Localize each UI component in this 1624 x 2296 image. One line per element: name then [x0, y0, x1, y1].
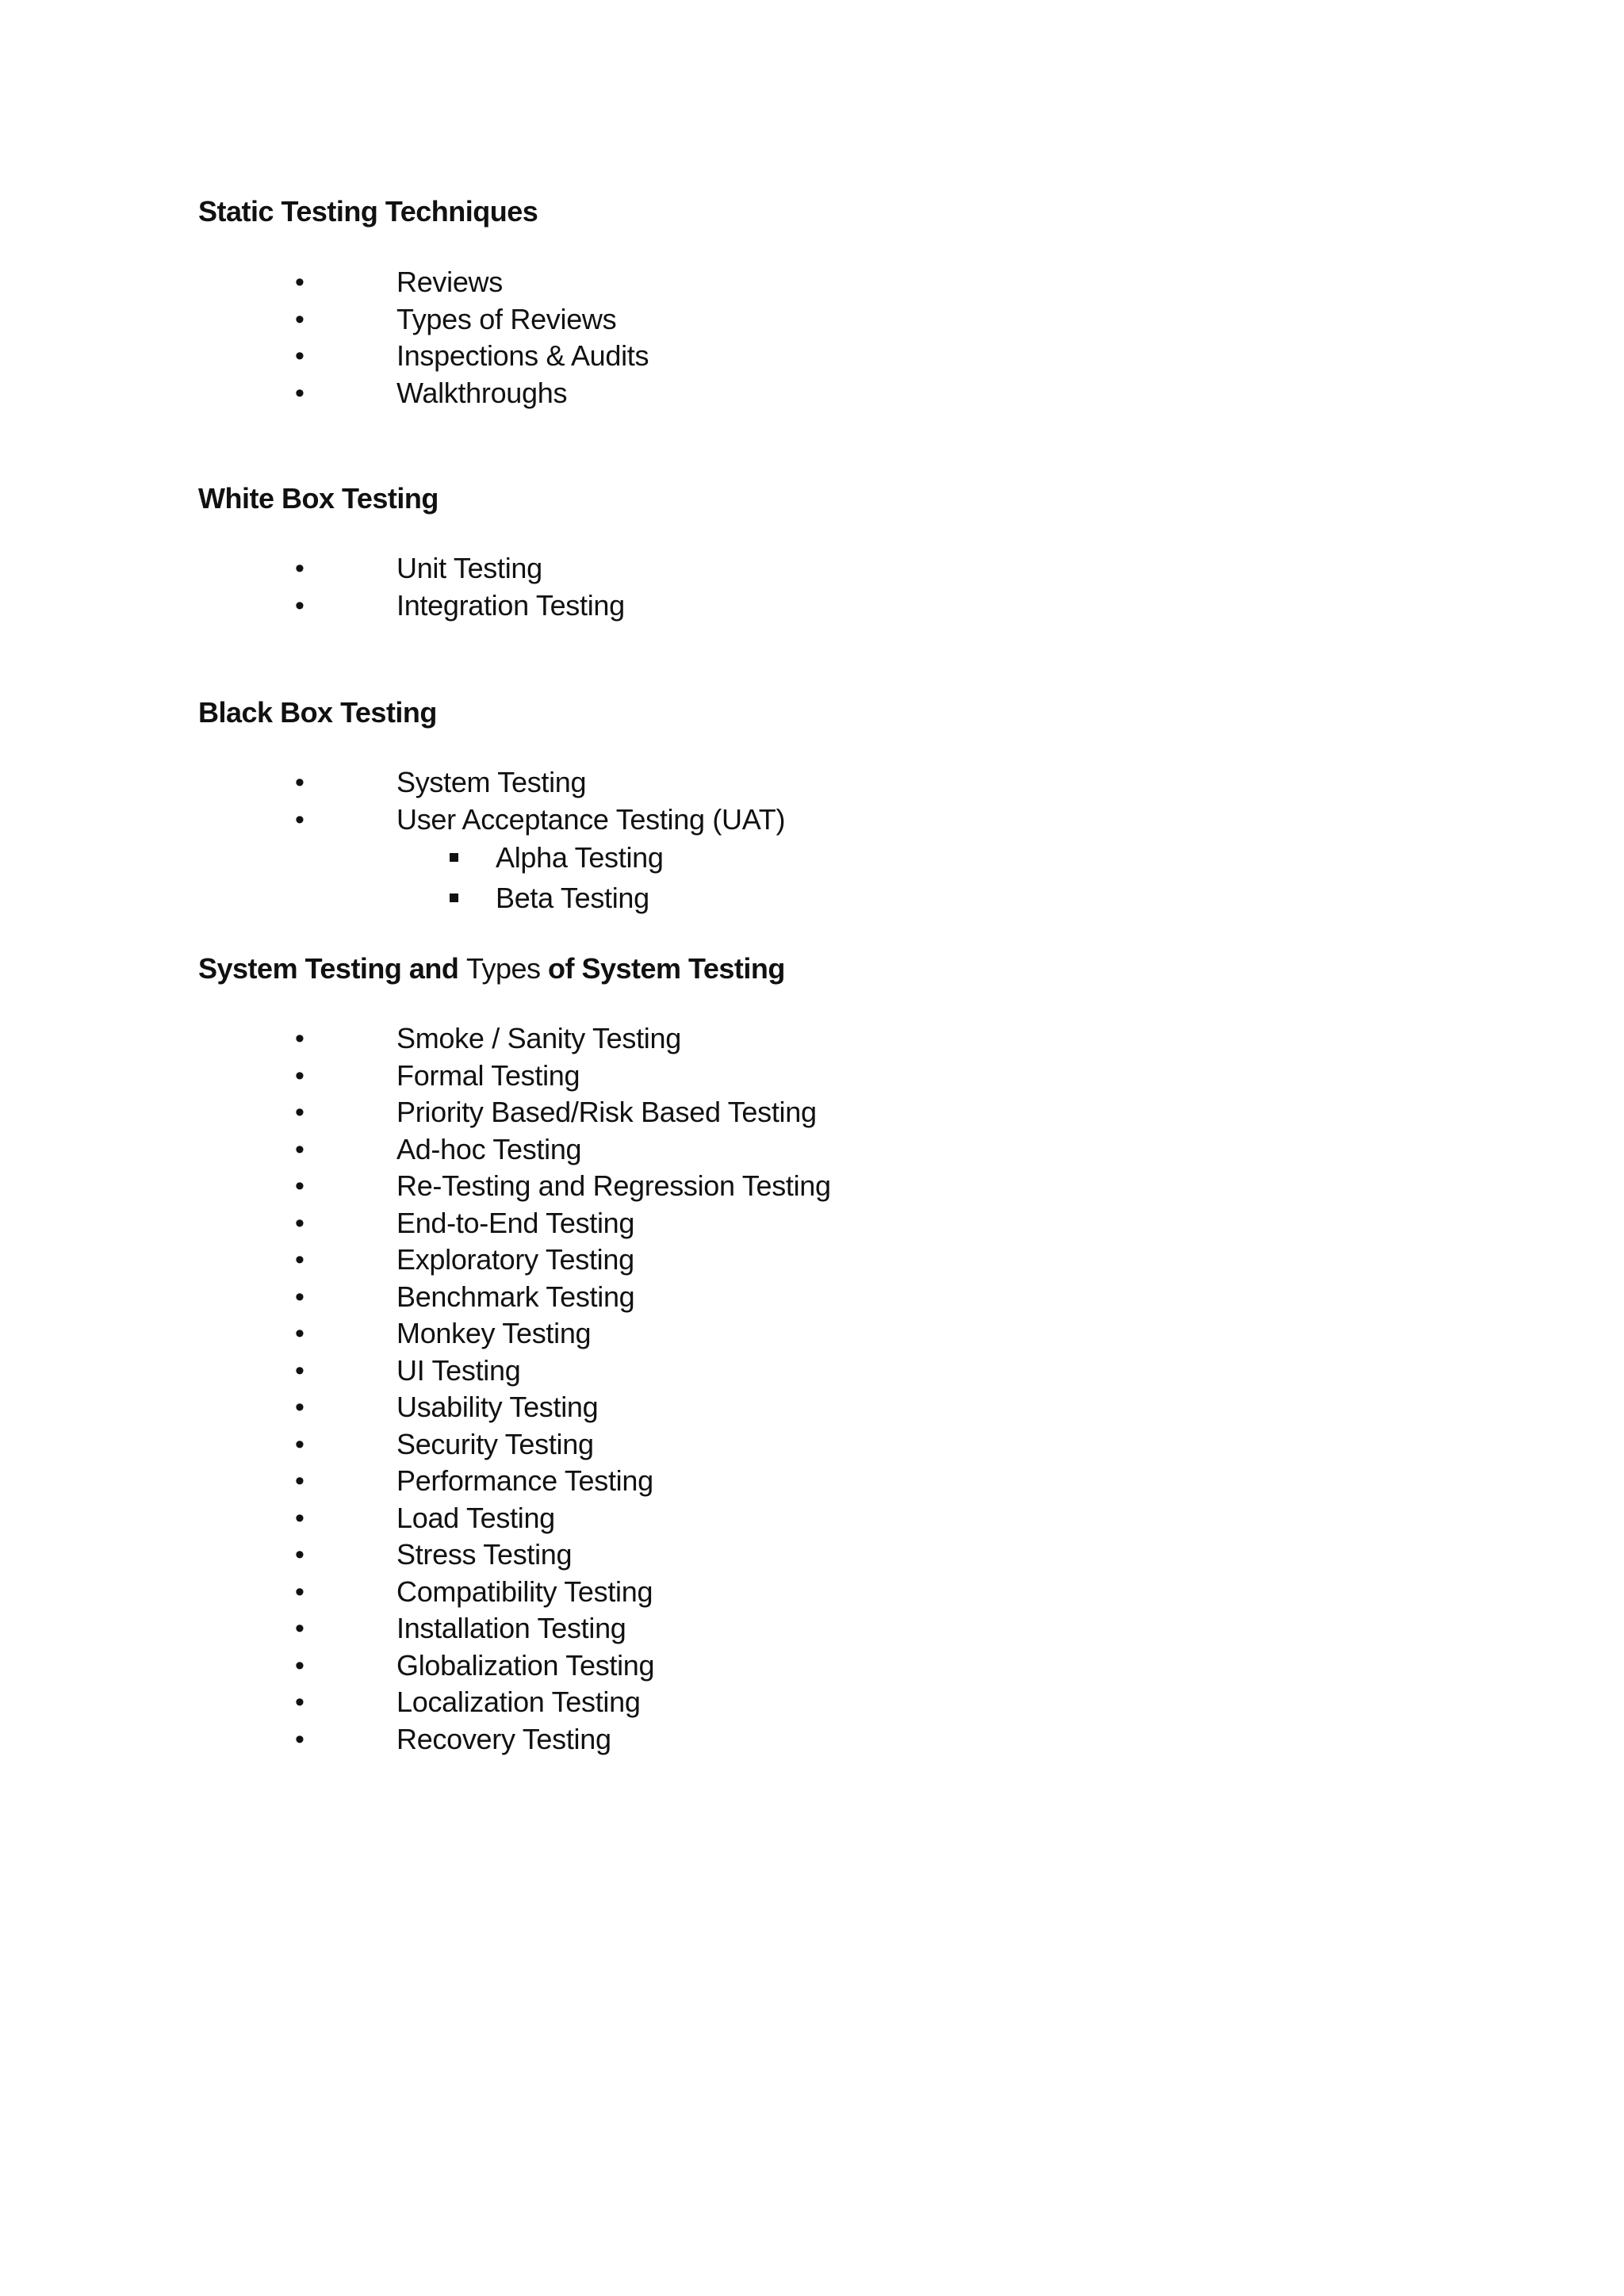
heading-system-testing-types — [198, 951, 785, 986]
bullet-icon: • — [295, 1429, 304, 1460]
bullet-icon: • — [295, 1355, 304, 1386]
bullet-icon: • — [295, 1613, 304, 1644]
bullet-icon: • — [295, 1392, 304, 1422]
bullet-icon: • — [295, 1724, 304, 1755]
heading-part-normal: Types — [465, 952, 541, 985]
heading-black-box-testing: Black Box Testing — [198, 696, 437, 729]
heading-white-box-testing: White Box Testing — [198, 482, 439, 515]
bullet-icon: • — [295, 1502, 304, 1533]
square-bullet-icon — [450, 894, 458, 902]
bullet-icon: • — [295, 1207, 304, 1238]
bullet-icon: • — [295, 1466, 304, 1496]
heading-part-bold-1: System Testing and — [198, 952, 459, 985]
square-bullet-icon — [450, 853, 458, 862]
bullet-icon: • — [295, 1097, 304, 1127]
document-page: Static Testing Techniques • Reviews • Types of Reviews • Inspections & Audits • Walkthroughs White Box Testing • Unit Testing • Integration Testing Black Box Testing • System Testing • User Acceptance Testing (UAT) Alpha Testing Beta Testing System Testing and Types of System Testing • Smoke / Sanity Testing • Formal Testing • Priority Based/Risk Based Testing • Ad-hoc Testing • Re-Testing and Regression Testing • End-to-End Testing • Exploratory Testing • Benchmark Testing • Monkey Testing • UI Testing • Usability Testing • Security Testing • Performance Testing • Load Testing • Stress Testing • Compatibility Testing • Installation Testing • Globalization Testing • Localization Testing • Recovery Testing — [0, 0, 1624, 2296]
bullet-icon: • — [295, 1060, 304, 1091]
bullet-icon: • — [295, 590, 304, 621]
bullet-icon: • — [295, 1318, 304, 1349]
bullet-icon: • — [295, 1650, 304, 1681]
bullet-icon: • — [295, 304, 304, 335]
bullet-icon: • — [295, 1245, 304, 1275]
bullet-icon: • — [295, 1134, 304, 1165]
bullet-icon: • — [295, 1281, 304, 1312]
bullet-icon: • — [295, 1576, 304, 1607]
bullet-icon: • — [295, 1171, 304, 1201]
heading-part-bold-2: of System Testing — [548, 952, 785, 985]
heading-static-testing-techniques: Static Testing Techniques — [198, 195, 538, 228]
bullet-icon: • — [295, 1687, 304, 1717]
bullet-icon: • — [295, 377, 304, 408]
bullet-icon: • — [295, 1024, 304, 1054]
bullet-icon: • — [295, 767, 304, 798]
bullet-icon: • — [295, 341, 304, 371]
bullet-icon: • — [295, 1540, 304, 1570]
bullet-icon: • — [295, 804, 304, 835]
bullet-icon: • — [295, 553, 304, 584]
bullet-icon: • — [295, 267, 304, 297]
